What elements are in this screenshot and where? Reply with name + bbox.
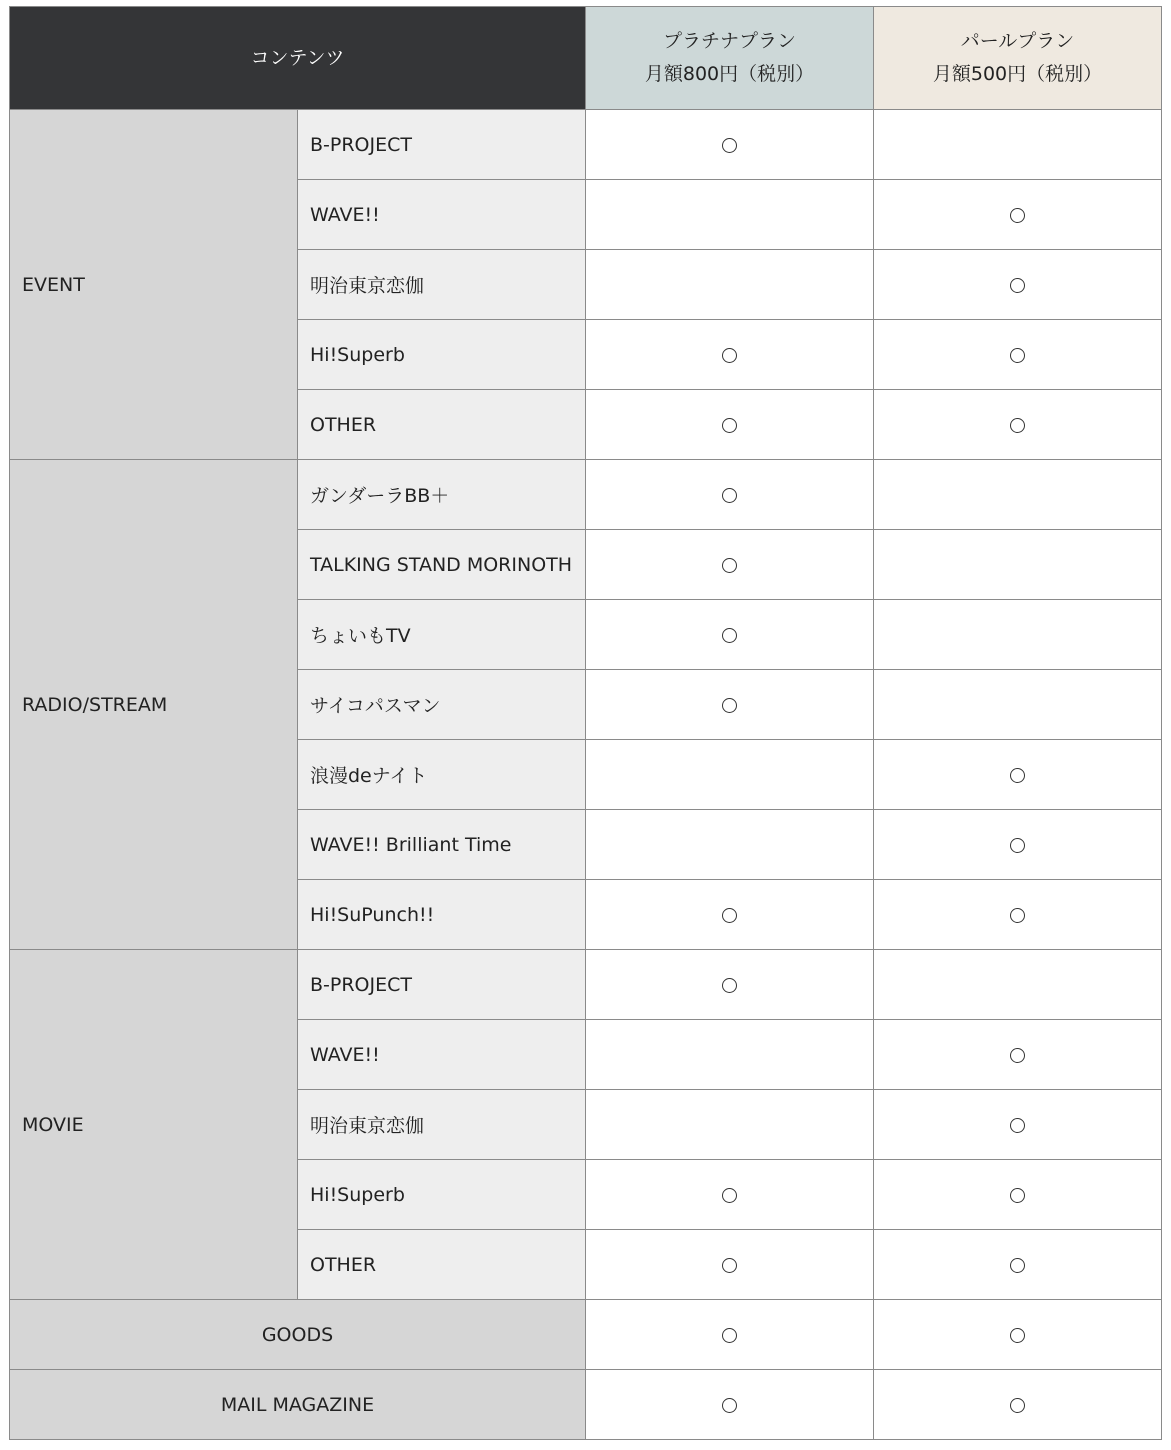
table-row bbox=[10, 1370, 1162, 1440]
circle-mark-icon bbox=[722, 558, 737, 573]
circle-mark-icon bbox=[722, 418, 737, 433]
pearl-availability-cell bbox=[874, 810, 1162, 880]
circle-mark-icon bbox=[1010, 348, 1025, 363]
circle-mark-icon bbox=[1010, 208, 1025, 223]
circle-mark-icon bbox=[1010, 418, 1025, 433]
content-item-cell: B-PROJECT bbox=[298, 950, 586, 1020]
pearl-availability-cell bbox=[874, 600, 1162, 670]
circle-mark-icon bbox=[1010, 1048, 1025, 1063]
platinum-availability-cell bbox=[586, 1160, 874, 1230]
circle-mark-icon bbox=[722, 1398, 737, 1413]
pearl-availability-cell bbox=[874, 1300, 1162, 1370]
pearl-availability-cell bbox=[874, 460, 1162, 530]
content-item-cell: Hi!Superb bbox=[298, 320, 586, 390]
pearl-availability-cell bbox=[874, 530, 1162, 600]
pearl-availability-cell bbox=[874, 670, 1162, 740]
pearl-availability-cell bbox=[874, 390, 1162, 460]
pearl-availability-cell bbox=[874, 1020, 1162, 1090]
content-item-cell: WAVE!! bbox=[298, 180, 586, 250]
circle-mark-icon bbox=[722, 138, 737, 153]
platinum-availability-cell bbox=[586, 670, 874, 740]
content-item-cell: ちょいもTV bbox=[298, 600, 586, 670]
category-cell: RADIO/STREAM bbox=[10, 460, 298, 950]
circle-mark-icon bbox=[1010, 908, 1025, 923]
platinum-plan-header bbox=[586, 7, 874, 110]
circle-mark-icon bbox=[722, 1328, 737, 1343]
platinum-availability-cell bbox=[586, 880, 874, 950]
circle-mark-icon bbox=[1010, 838, 1025, 853]
table-row bbox=[10, 1300, 1162, 1370]
circle-mark-icon bbox=[722, 348, 737, 363]
table-body bbox=[10, 110, 1162, 1440]
platinum-plan-price: 月額800円（税別） bbox=[644, 63, 815, 85]
content-item-cell: B-PROJECT bbox=[298, 110, 586, 180]
platinum-availability-cell bbox=[586, 530, 874, 600]
platinum-availability-cell bbox=[586, 1020, 874, 1090]
platinum-availability-cell bbox=[586, 250, 874, 320]
pearl-availability-cell bbox=[874, 1160, 1162, 1230]
pearl-availability-cell bbox=[874, 950, 1162, 1020]
pearl-availability-cell bbox=[874, 1090, 1162, 1160]
pearl-availability-cell bbox=[874, 180, 1162, 250]
platinum-availability-cell bbox=[586, 740, 874, 810]
pearl-availability-cell bbox=[874, 320, 1162, 390]
circle-mark-icon bbox=[722, 628, 737, 643]
circle-mark-icon bbox=[1010, 1398, 1025, 1413]
contents-column-header: コンテンツ bbox=[10, 7, 586, 110]
circle-mark-icon bbox=[722, 978, 737, 993]
platinum-availability-cell bbox=[586, 390, 874, 460]
content-item-cell: 明治東京恋伽 bbox=[298, 250, 586, 320]
pearl-plan-price: 月額500円（税別） bbox=[932, 63, 1103, 85]
pearl-plan-name: パールプラン bbox=[960, 30, 1075, 52]
content-item-cell: 浪漫deナイト bbox=[298, 740, 586, 810]
circle-mark-icon bbox=[722, 488, 737, 503]
platinum-availability-cell bbox=[586, 320, 874, 390]
circle-mark-icon bbox=[722, 1258, 737, 1273]
platinum-plan-name: プラチナプラン bbox=[662, 30, 796, 52]
pearl-availability-cell bbox=[874, 110, 1162, 180]
category-cell: MOVIE bbox=[10, 950, 298, 1300]
platinum-availability-cell bbox=[586, 1370, 874, 1440]
content-item-cell: 明治東京恋伽 bbox=[298, 1090, 586, 1160]
category-cell: GOODS bbox=[10, 1300, 586, 1370]
content-item-cell: WAVE!! Brilliant Time bbox=[298, 810, 586, 880]
pearl-availability-cell bbox=[874, 1370, 1162, 1440]
circle-mark-icon bbox=[722, 908, 737, 923]
content-item-cell: WAVE!! bbox=[298, 1020, 586, 1090]
pearl-availability-cell bbox=[874, 1230, 1162, 1300]
platinum-availability-cell bbox=[586, 110, 874, 180]
content-item-cell: Hi!Superb bbox=[298, 1160, 586, 1230]
platinum-availability-cell bbox=[586, 810, 874, 880]
pearl-availability-cell bbox=[874, 740, 1162, 810]
platinum-availability-cell bbox=[586, 1090, 874, 1160]
circle-mark-icon bbox=[722, 698, 737, 713]
table-row bbox=[10, 950, 1162, 1020]
platinum-availability-cell bbox=[586, 180, 874, 250]
platinum-availability-cell bbox=[586, 460, 874, 530]
circle-mark-icon bbox=[1010, 1328, 1025, 1343]
table-row bbox=[10, 110, 1162, 180]
platinum-availability-cell bbox=[586, 1300, 874, 1370]
pearl-availability-cell bbox=[874, 250, 1162, 320]
circle-mark-icon bbox=[1010, 1188, 1025, 1203]
pearl-plan-header bbox=[874, 7, 1162, 110]
content-item-cell: TALKING STAND MORINOTH bbox=[298, 530, 586, 600]
content-item-cell: ガンダーラBB＋ bbox=[298, 460, 586, 530]
plan-comparison-table bbox=[9, 6, 1162, 1440]
platinum-availability-cell bbox=[586, 600, 874, 670]
circle-mark-icon bbox=[1010, 278, 1025, 293]
platinum-availability-cell bbox=[586, 1230, 874, 1300]
category-cell: MAIL MAGAZINE bbox=[10, 1370, 586, 1440]
circle-mark-icon bbox=[1010, 768, 1025, 783]
content-item-cell: Hi!SuPunch!! bbox=[298, 880, 586, 950]
platinum-availability-cell bbox=[586, 950, 874, 1020]
content-item-cell: サイコパスマン bbox=[298, 670, 586, 740]
table-header-row bbox=[10, 7, 1162, 110]
circle-mark-icon bbox=[1010, 1118, 1025, 1133]
category-cell: EVENT bbox=[10, 110, 298, 460]
table-row bbox=[10, 460, 1162, 530]
circle-mark-icon bbox=[722, 1188, 737, 1203]
pearl-availability-cell bbox=[874, 880, 1162, 950]
content-item-cell: OTHER bbox=[298, 390, 586, 460]
circle-mark-icon bbox=[1010, 1258, 1025, 1273]
content-item-cell: OTHER bbox=[298, 1230, 586, 1300]
